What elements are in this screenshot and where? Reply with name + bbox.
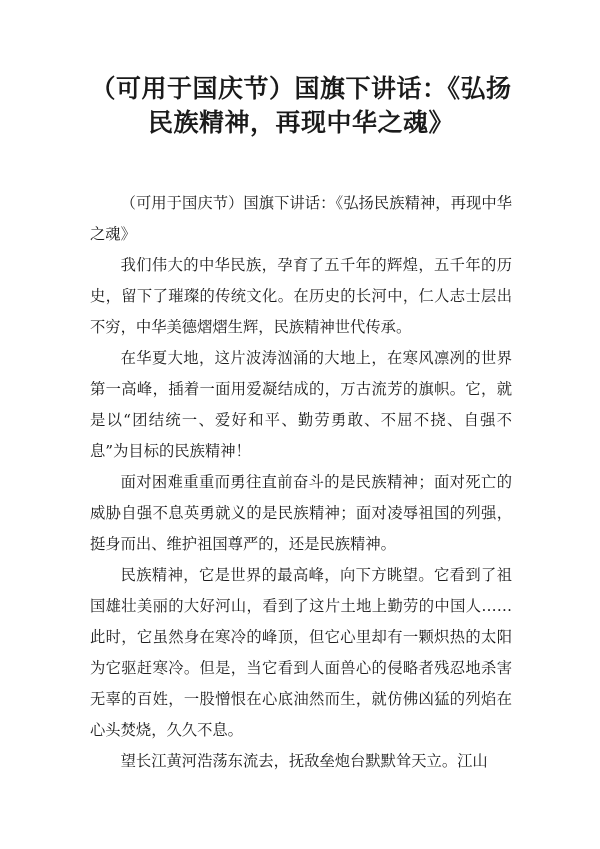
paragraph-3: 面对困难重重而勇往直前奋斗的是民族精神；面对死亡的威胁自强不息英勇就义的是民族精神；面对凌辱祖国的列强，挺身而出、维护祖国尊严的，还是民族精神。: [90, 473, 512, 553]
title-line-1: （可用于国庆节）国旗下讲话：《弘扬: [90, 74, 512, 103]
paragraph-subtitle: （可用于国庆节）国旗下讲话：《弘扬民族精神，再现中华之魂》: [90, 194, 512, 243]
paragraph-1: 我们伟大的中华民族，孕育了五千年的辉煌，五千年的历史，留下了璀璨的传统文化。在历史的长河中，仁人志士层出不穷，中华美德熠熠生辉，民族精神世代传承。: [90, 256, 512, 336]
title-line-2: 民族精神，再现中华之魂》: [147, 108, 454, 137]
paragraph-4: 民族精神，它是世界的最高峰，向下方眺望。它看到了祖国雄壮美丽的大好河山，看到了这片土地上勤劳的中国人……此时，它虽然身在寒冷的峰顶，但它心里却有一颗炽热的太阳为它驱赶寒冷。但是，当它看到人面兽心的侵略者残忍地杀害无辜的百姓，一股憎恨在心底油然而生，就仿佛凶猛的列焰在心头焚烧，久久不息。: [90, 566, 512, 739]
document-title: [90, 72, 512, 140]
paragraph-5: 望长江黄河浩荡东流去，抚敌垒炮台默默耸天立。江山: [120, 752, 488, 770]
paragraph-2: 在华夏大地，这片波涛汹涌的大地上，在寒风凛冽的世界第一高峰，插着一面用爱凝结成的，万古流芳的旗帜。它，就是以“团结统一、爱好和平、勤劳勇敢、不屈不挠、自强不息”为目标的民族精神！: [90, 349, 512, 460]
document-body: [90, 188, 512, 777]
